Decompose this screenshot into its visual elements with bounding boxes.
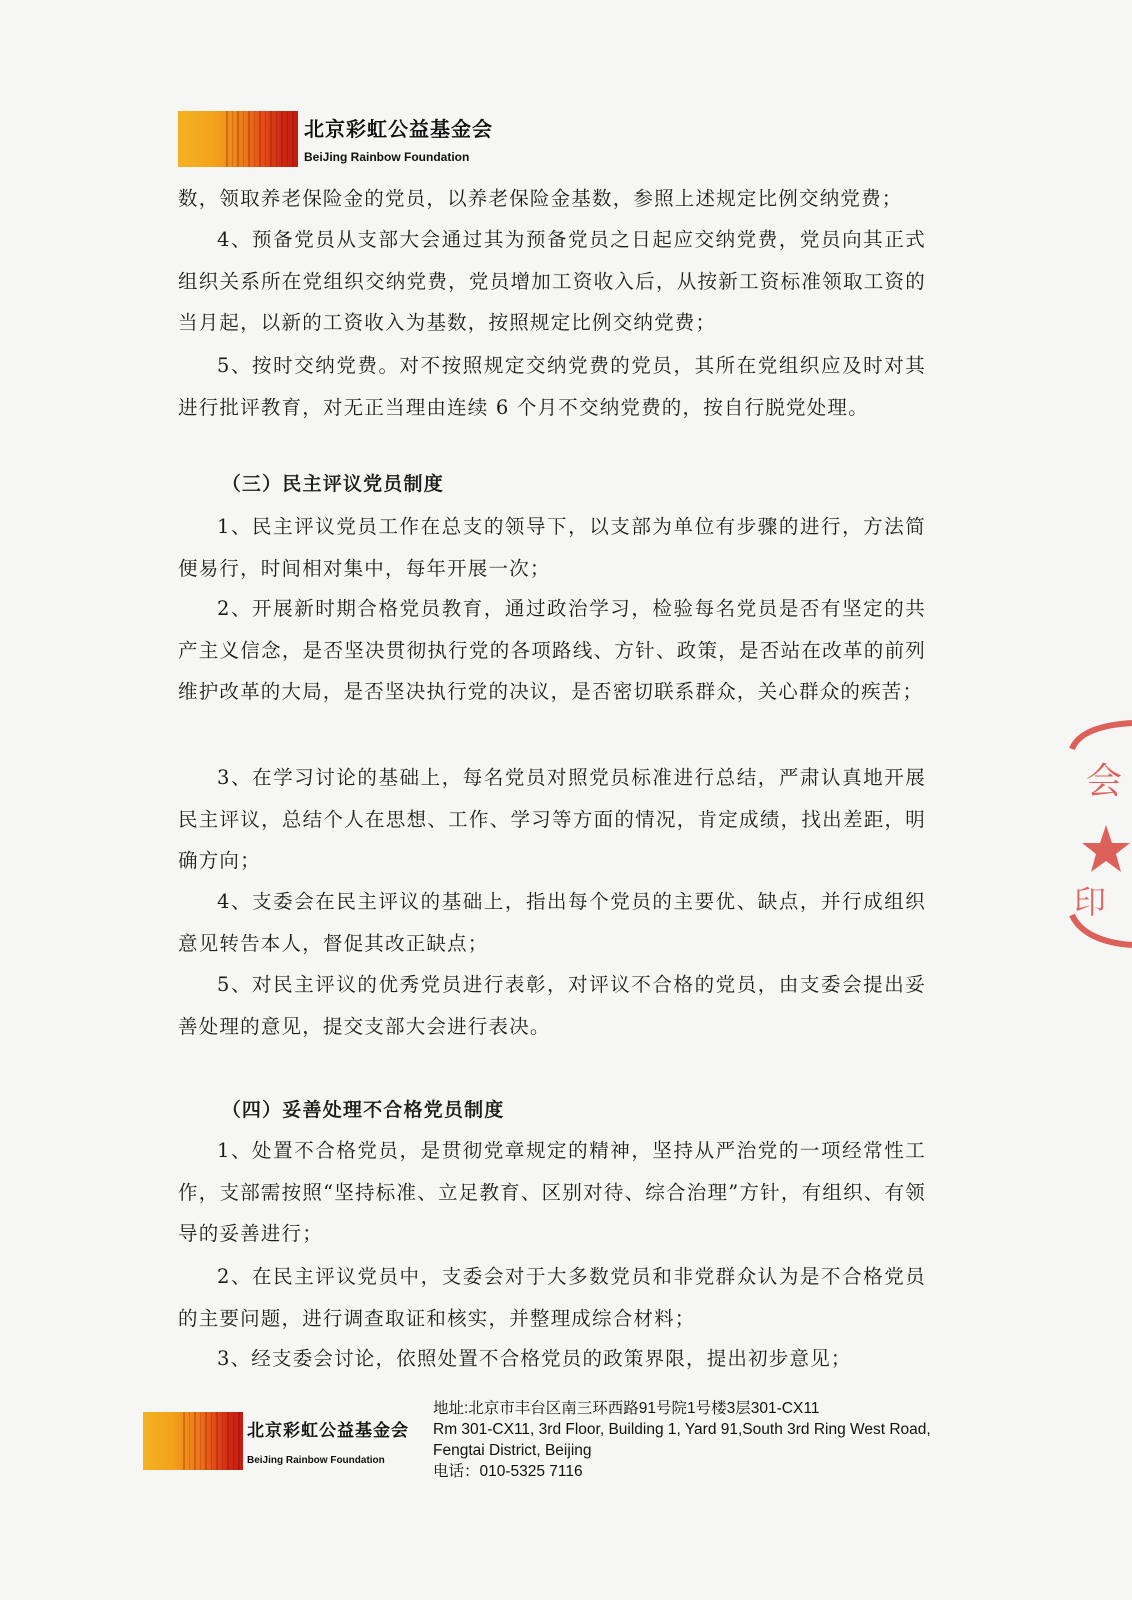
logo-color-bar xyxy=(143,1412,243,1470)
paragraph: 1、民主评议党员工作在总支的领导下，以支部为单位有步骤的进行，方法简便易行，时间相对集中，每年开展一次； xyxy=(178,515,926,580)
address-en-line1: Rm 301-CX11, 3rd Floor, Building 1, Yard 91,South 3rd Ring West Road, xyxy=(433,1421,931,1438)
paragraph: 3、在学习讨论的基础上，每名党员对照党员标准进行总结，严肃认真地开展民主评议，总结个人在思想、工作、学习等方面的情况，肯定成绩，找出差距，明确方向； xyxy=(178,766,926,872)
logo-text xyxy=(304,111,493,167)
header-logo xyxy=(178,111,493,167)
seal-char: 会 xyxy=(1086,761,1123,802)
paragraph: 4、预备党员从支部大会通过其为预备党员之日起应交纳党费，党员向其正式组织关系所在党组织交纳党费，党员增加工资收入后，从按新工资标准领取工资的当月起，以新的工资收入为基数，按照规定比例交纳党费； xyxy=(178,228,926,334)
seal-star-icon xyxy=(1082,825,1130,872)
section-heading: （三）民主评议党员制度 xyxy=(221,473,444,495)
org-name-cn: 北京彩虹公益基金会 xyxy=(247,1421,409,1441)
footer-logo xyxy=(143,1412,409,1470)
seal-ring-arc xyxy=(1072,723,1132,749)
logo-text xyxy=(247,1412,409,1466)
paragraph: 5、对民主评议的优秀党员进行表彰，对评议不合格的党员，由支委会提出妥善处理的意见，提交支部大会进行表决。 xyxy=(178,973,926,1038)
org-name-en: BeiJing Rainbow Foundation xyxy=(247,1455,385,1466)
paragraph: 2、开展新时期合格党员教育，通过政治学习，检验每名党员是否有坚定的共产主义信念，是否坚决贯彻执行党的各项路线、方针、政策，是否站在改革的前列维护改革的大局，是否坚决执行党的决议，是否密切联系群众，关心群众的疾苦； xyxy=(178,597,926,703)
seal-char: 印 xyxy=(1074,883,1107,921)
address-cn: 地址:北京市丰台区南三环西路91号院1号楼3层301-CX11 xyxy=(433,1400,820,1417)
paragraph: 5、按时交纳党费。对不按照规定交纳党费的党员，其所在党组织应及时对其进行批评教育，对无正当理由连续 6 个月不交纳党费的，按自行脱党处理。 xyxy=(178,354,926,419)
org-name-en: BeiJing Rainbow Foundation xyxy=(304,150,470,164)
footer-address xyxy=(433,1398,993,1482)
paragraph: 4、支委会在民主评议的基础上，指出每个党员的主要优、缺点，并行成组织意见转告本人，督促其改正缺点； xyxy=(178,890,926,955)
paragraph: 1、处置不合格党员，是贯彻党章规定的精神，坚持从严治党的一项经常性工作，支部需按照“坚持标准、立足教育、区别对待、综合治理”方针，有组织、有领导的妥善进行； xyxy=(178,1139,926,1245)
paragraph: 3、经支委会讨论，依照处置不合格党员的政策界限，提出初步意见； xyxy=(217,1347,852,1370)
paragraph: 数，领取养老保险金的党员，以养老保险金基数，参照上述规定比例交纳党费； xyxy=(178,187,903,210)
address-en-line2: Fengtai District, Beijing xyxy=(433,1442,592,1459)
official-seal-stamp xyxy=(1060,715,1132,950)
logo-color-bar xyxy=(178,111,298,167)
paragraph: 2、在民主评议党员中，支委会对于大多数党员和非党群众认为是不合格党员的主要问题，进行调查取证和核实，并整理成综合材料； xyxy=(178,1265,926,1330)
section-heading: （四）妥善处理不合格党员制度 xyxy=(221,1099,505,1121)
org-name-cn: 北京彩虹公益基金会 xyxy=(304,117,493,141)
phone-number: 电话：010-5325 7116 xyxy=(433,1463,583,1480)
